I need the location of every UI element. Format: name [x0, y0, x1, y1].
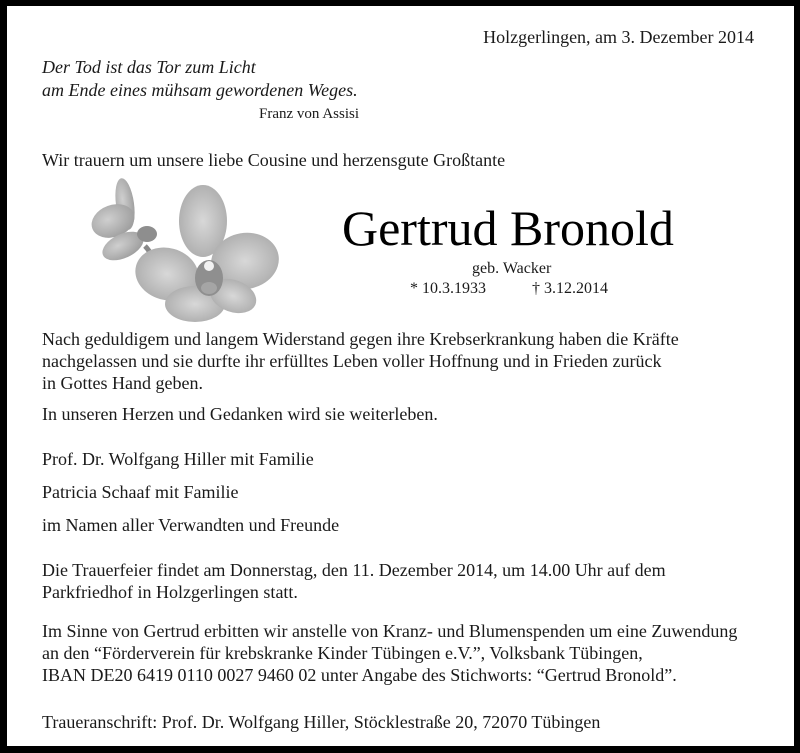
deceased-name: Gertrud Bronold	[342, 200, 674, 256]
death-date: † 3.12.2014	[532, 280, 608, 297]
signatory: im Namen aller Verwandten und Freunde	[42, 515, 340, 535]
text-line: Nach geduldigem und langem Widerstand gegen ihre Krebserkrankung haben die Kräfte	[42, 329, 679, 349]
text-line: Im Sinne von Gertrud erbitten wir anstelle von Kranz- und Blumenspenden um eine Zuwendung	[42, 621, 738, 641]
funeral-info	[42, 559, 666, 603]
text-line: Die Trauerfeier findet am Donnerstag, den 11. Dezember 2014, um 14.00 Uhr auf dem	[42, 560, 666, 580]
maiden-name: geb. Wacker	[472, 260, 552, 277]
donation-info	[42, 620, 737, 686]
text-line: an den “Förderverein für krebskranke Kinder Tübingen e.V.”, Volksbank Tübingen,	[42, 643, 643, 663]
text-line: Parkfriedhof in Holzgerlingen statt.	[42, 582, 298, 602]
paragraph-farewell	[42, 328, 679, 394]
birth-date: * 10.3.1933	[410, 280, 486, 297]
orchid-image	[85, 176, 285, 326]
quote-line: Der Tod ist das Tor zum Licht	[42, 57, 256, 77]
mourning-address: Traueranschrift: Prof. Dr. Wolfgang Hiller, Stöcklestraße 20, 72070 Tübingen	[42, 712, 601, 732]
quote	[42, 56, 358, 102]
intro-text: Wir trauern um unsere liebe Cousine und herzensgute Großtante	[42, 150, 506, 170]
quote-line: am Ende eines mühsam gewordenen Weges.	[42, 80, 358, 100]
paragraph-remembrance: In unseren Herzen und Gedanken wird sie weiterleben.	[42, 404, 438, 424]
text-line: nachgelassen und sie durfte ihr erfülltes Leben voller Hoffnung und in Frieden zurück	[42, 351, 662, 371]
quote-author: Franz von Assisi	[259, 106, 360, 122]
place-date: Holzgerlingen, am 3. Dezember 2014	[483, 27, 754, 47]
text-line: in Gottes Hand geben.	[42, 373, 203, 393]
text-line: IBAN DE20 6419 0110 0027 9460 02 unter Angabe des Stichworts: “Gertrud Bronold”.	[42, 665, 677, 685]
orchid-flower	[129, 185, 283, 322]
signatory: Patricia Schaaf mit Familie	[42, 482, 239, 502]
signatory: Prof. Dr. Wolfgang Hiller mit Familie	[42, 449, 314, 469]
